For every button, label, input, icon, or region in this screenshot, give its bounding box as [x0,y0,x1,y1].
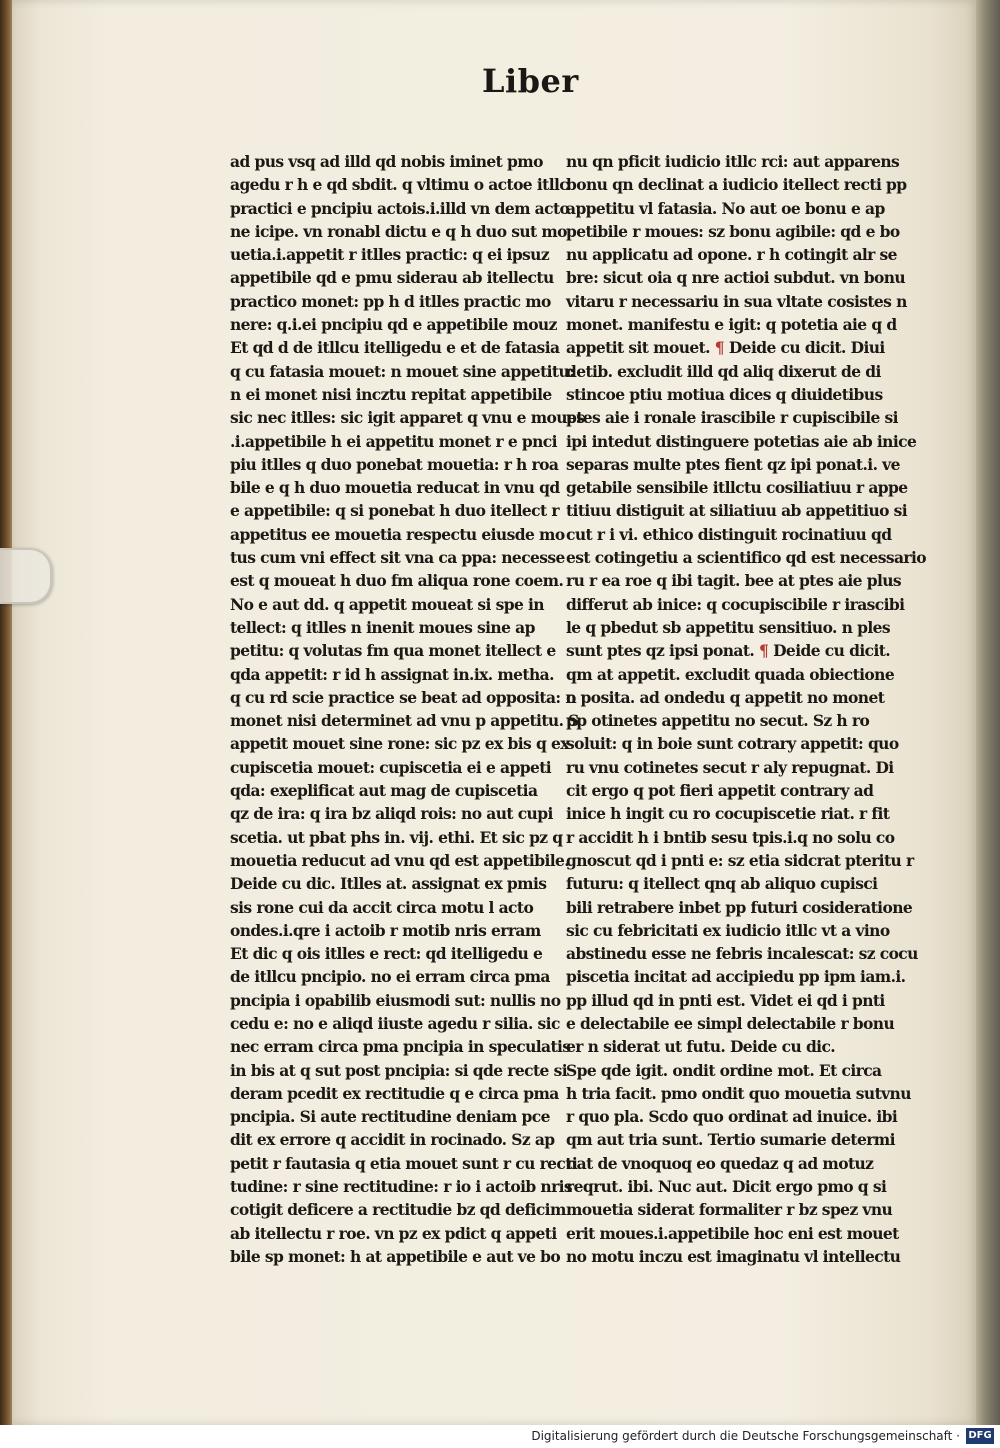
text-line: futuru: q itellect qnq ab aliquo cupisci [566,874,878,894]
text-line: Deide cu dic. Itlles at. assignat ex pmis [230,874,547,894]
text-line: appetitu vl fatasia. No aut oe bonu e ap [566,198,885,218]
text-line: Et dic q ois itlles e rect: qd itelligedu e [230,944,543,964]
text-line: practici e pncipiu actois.i.illd vn dem acto [230,198,570,218]
text-line: appetit sit mouet. ¶ Deide cu dicit. Diui [566,338,885,358]
text-line: sic nec itlles: sic igit apparet q vnu e moues [230,408,585,428]
text-line: er n siderat ut futu. Deide cu dic. [566,1037,836,1057]
text-line: gnoscut qd i pnti e: sz etia sidcrat pteritu r [566,850,914,870]
text-line: inice h ingit cu ro cocupiscetie riat. r fit [566,804,890,824]
text-line: nere: q.i.ei pncipiu qd e appetibile mouz [230,315,557,335]
text-line: .i.appetibile h ei appetitu monet r e pnci [230,431,557,451]
text-line: practico monet: pp h d itlles practic mo [230,291,551,311]
text-line: cedu e: no e aliqd iiuste agedu r silia. sic [230,1013,560,1033]
text-line: de itllcu pncipio. no ei erram circa pma [230,967,550,987]
rubric-paragraph-mark: ¶ [759,641,769,661]
text-line: abstinedu esse ne febris incalescat: sz cocu [566,944,918,964]
text-line: petibile r moues: sz bonu agibile: qd e bo [566,221,900,241]
text-line: sic cu febricitati ex iudicio itllc vt a vino [566,920,890,940]
text-line: nec erram circa pma pncipia in speculatis [230,1037,571,1057]
text-line: ne icipe. vn ronabl dictu e q h duo sut mo [230,221,567,241]
text-line: tus cum vni effect sit vna ca ppa: necesse [230,548,565,568]
text-line: Spe qde igit. ondit ordine mot. Et circa [566,1060,882,1080]
page-clip [0,548,52,604]
text-line: h tria facit. pmo ondit quo mouetia sutvnu [566,1083,911,1103]
footer-bar [0,1425,1000,1448]
text-line: monet nisi determinet ad vnu p appetitu. S [230,711,579,731]
text-line: appetibile qd e pmu siderau ab itellectu [230,268,554,288]
text-line: bre: sicut oia q nre actioi subdut. vn bonu [566,268,906,288]
text-line: separas multe ptes fient qz ipi ponat.i. ve [566,454,900,474]
footer-credit: Digitalisierung gefördert durch die Deutsche Forschungsgemeinschaft · [531,1429,960,1443]
text-line: nu applicatu ad opone. r h cotingit alr se [566,245,897,265]
text-line: scetia. ut pbat phs in. vij. ethi. Et sic pz q [230,827,563,847]
text-line: No e aut dd. q appetit moueat si spe in [230,594,544,614]
text-line: e appetibile: q si ponebat h duo itellect r [230,501,559,521]
text-line: vitaru r necessariu in sua vltate cosistes n [566,291,907,311]
text-line: le q pbedut sb appetitu sensitiuo. n ples [566,617,891,637]
text-line: qz de ira: q ira bz aliqd rois: no aut cupi [230,804,553,824]
text-line: qda: exeplificat aut mag de cupiscetia [230,781,538,801]
text-line: o posita. ad ondedu q appetit no monet [566,687,885,707]
text-line: appetit mouet sine rone: sic pz ex bis q ex [230,734,569,754]
text-line: petit r fautasia q etia mouet sunt r cu recti [230,1153,578,1173]
text-line: ad pus vsq ad illd qd nobis iminet pmo [230,152,543,171]
text-line: deram pcedit ex rectitudie q e circa pma [230,1083,559,1103]
text-line: differut ab inice: q cocupiscibile r irascibi [566,594,905,614]
text-line: qm at appetit. excludit quada obiectione [566,664,895,684]
text-line: piscetia incitat ad accipiedu pp ipm iam.i. [566,967,906,987]
text-line: ru vnu cotinetes secut r aly repugnat. Di [566,757,894,777]
text-line: mouetia siderat formaliter r bz spez vnu [566,1200,893,1220]
text-line: mouetia reducut ad vnu qd est appetibile. [230,850,570,870]
text-line: r quo pla. Scdo quo ordinat ad inuice. ibi [566,1107,898,1127]
text-line: stincoe ptiu motiua dices q diuidetibus [566,384,883,404]
text-line: titiuu distiguit at siliatiuu ab appetitiuo si [566,501,908,521]
text-line: qm aut tria sunt. Tertio sumarie determi [566,1130,895,1150]
text-line: n ei monet nisi incztu repitat appetibile [230,384,552,404]
text-line: ptes aie i ronale irascibile r cupiscibile si [566,408,898,428]
text-line: tellect: q itlles n inenit moues sine ap [230,617,535,637]
text-line: appetitus ee mouetia respectu eiusde mo [230,524,565,544]
text-line: cotigit deficere a rectitudie bz qd deficim [230,1200,566,1220]
text-line: petitu: q volutas fm qua monet itellect e [230,641,556,661]
text-line: sis rone cui da accit circa motu l acto [230,897,534,917]
text-line: pp illud qd in pnti est. Videt ei qd i pnti [566,990,885,1010]
right-text-column [566,150,926,1268]
text-line: tudine: r sine rectitudine: r io i actoib nris [230,1177,573,1197]
text-line: bonu qn declinat a iudicio itellect recti pp [566,175,907,195]
text-line: ipi intedut distinguere potetias aie ab inice [566,431,917,451]
text-line: agedu r h e qd sbdit. q vltimu o actoe itllc [230,175,569,195]
text-line: pp otinetes appetitu no secut. Sz h ro [566,711,870,731]
text-line: est cotingetiu a scientifico qd est necessario [566,548,926,568]
page-edge [976,0,1000,1425]
text-line: no motu inczu est imaginatu vl intellectu [566,1246,901,1266]
text-line: monet. manifestu e igit: q potetia aie q d [566,315,897,335]
text-line: uetia.i.appetit r itlles practic: q ei ipsuz [230,245,550,265]
text-line: detib. excludit illd qd aliq dixerut de di [566,361,881,381]
left-text-column [230,150,585,1268]
dfg-logo: DFG [966,1428,994,1444]
text-line: erit moues.i.appetibile hoc eni est mouet [566,1223,899,1243]
text-line: ab itellectu r roe. vn pz ex pdict q appeti [230,1223,557,1243]
text-line: qda appetit: r id h assignat in.ix. metha. [230,664,554,684]
text-line: bile sp monet: h at appetibile e aut ve bo [230,1246,561,1266]
text-line: in bis at q sut post pncipia: si qde recte si [230,1060,568,1080]
text-line: pncipia. Si aute rectitudine deniam pce [230,1107,550,1127]
text-line: q cu rd scie practice se beat ad opposita: n [230,687,576,707]
text-line: cut r i vi. ethico distinguit rocinatiuu qd [566,524,892,544]
text-line: piu itlles q duo ponebat mouetia: r h roa [230,454,559,474]
text-line: est q moueat h duo fm aliqua rone coem. [230,571,564,591]
text-line: nu qn pficit iudicio itllc rci: aut apparens [566,152,900,171]
text-line: q cu fatasia mouet: n mouet sine appetitu: [230,361,575,381]
rubric-paragraph-mark: ¶ [714,338,725,358]
text-line: nat de vnoquoq eo quedaz q ad motuz [566,1153,874,1173]
text-line: sunt ptes qz ipsi ponat. ¶ Deide cu dicit. [566,641,891,661]
text-line: ru r ea roe q ibi tagit. bee at ptes aie plus [566,571,902,591]
text-line: e delectabile ee simpl delectabile r bonu [566,1013,895,1033]
text-line: dit ex errore q accidit in rocinado. Sz ap [230,1130,555,1150]
text-line: pncipia i opabilib eiusmodi sut: nullis no [230,990,561,1010]
text-line: r accidit h i bntib sesu tpis.i.q no solu co [566,827,895,847]
text-line: cupiscetia mouet: cupiscetia ei e appeti [230,757,552,777]
text-line: cit ergo q pot fieri appetit contrary ad [566,781,874,801]
text-line: Et qd d de itllcu itelligedu e et de fatasia [230,338,560,358]
text-line: reqrut. ibi. Nuc aut. Dicit ergo pmo q si [566,1177,887,1197]
text-line: getabile sensibile itllctu cosiliatiuu r appe [566,478,908,498]
running-head: Liber [482,62,579,100]
text-line: bile e q h duo mouetia reducat in vnu qd [230,478,560,498]
text-line: soluit: q in boie sunt cotrary appetit: quo [566,734,899,754]
text-line: ondes.i.qre i actoib r motib nris erram [230,920,541,940]
text-line: bili retrabere inbet pp futuri cosideratione [566,897,913,917]
